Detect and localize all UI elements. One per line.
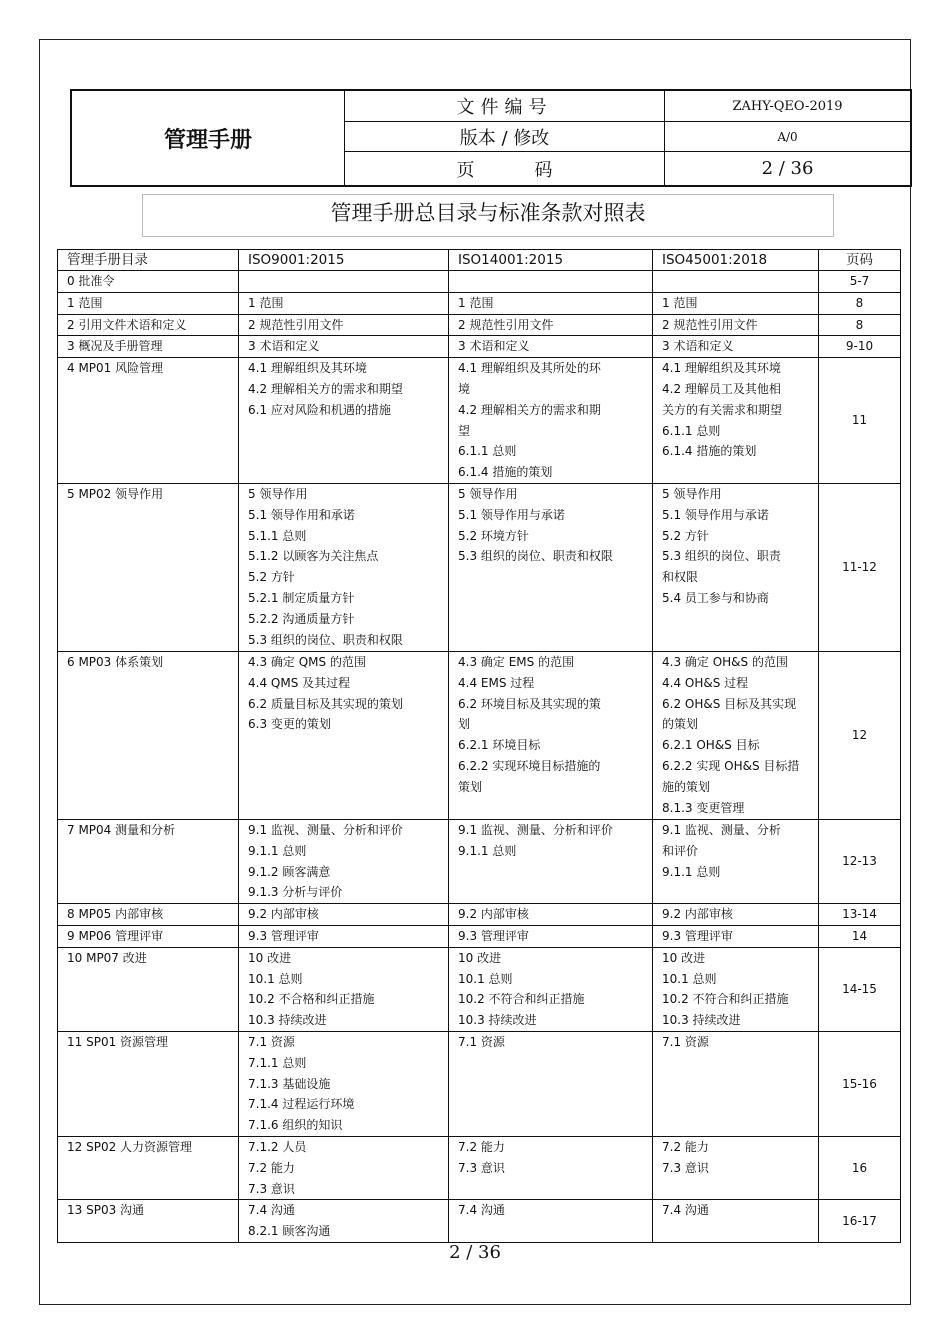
cell-line: 6.2 OH&S 目标及其实现 [662,696,797,711]
table-cell [58,271,239,293]
cell-line: 6.2.1 OH&S 目标 [662,738,760,753]
page-number-cell: 12-13 [819,819,901,903]
cell-line: 5.2 方针 [248,570,295,585]
cell-line: 7.4 沟通 [458,1203,505,1218]
header-page: 页码 [819,250,901,271]
page-number-cell: 11 [819,358,901,484]
cell-line: 境 [458,381,471,396]
cell-line: 10 MP07 改进 [67,950,147,965]
cell-line: 11 SP01 资源管理 [67,1034,169,1049]
document-header [70,89,912,187]
cell-line: 12 SP02 人力资源管理 [67,1139,193,1154]
table-cell [449,336,653,358]
cell-line: 6.1.4 措施的策划 [458,465,553,480]
cell-line: 5.2 方针 [662,528,709,543]
cell-line: 8 MP05 内部审核 [67,907,164,922]
cell-line: 4.2 理解员工及其他相 [662,381,781,396]
table-cell [653,819,819,903]
doc-no-value: ZAHY-QEO-2019 [665,91,910,122]
cell-line: 9.1.2 顾客满意 [248,864,331,879]
cell-line: 8.1.3 变更管理 [662,800,745,815]
table-cell [449,651,653,819]
cell-line: 2 引用文件术语和定义 [67,317,187,332]
table-cell [239,336,449,358]
table-cell [58,904,239,926]
cell-line: 7.1.1 总则 [248,1055,307,1070]
table-row [58,336,901,358]
table-cell [449,1136,653,1199]
table-row [58,947,901,1031]
table-cell [239,925,449,947]
table-cell [653,1200,819,1243]
table-cell [653,271,819,293]
page-number-cell: 12 [819,651,901,819]
table-cell [449,819,653,903]
cell-line: 10.1 总则 [662,971,717,986]
cell-line: 1 范围 [662,295,698,310]
table-cell [239,358,449,484]
cell-line: 4.1 理解组织及其环境 [662,361,781,376]
page-number-cell: 8 [819,314,901,336]
table-cell [653,904,819,926]
clause-table [57,249,901,1243]
cell-line: 7.2 能力 [458,1139,505,1154]
version-value: A/0 [665,122,910,152]
table-cell [449,947,653,1031]
cell-line: 2 规范性引用文件 [458,317,554,332]
table-cell [58,819,239,903]
cell-line: 5.1.2 以顾客为关注焦点 [248,549,379,564]
cell-line: 10.2 不符合和纠正措施 [458,992,585,1007]
table-row [58,292,901,314]
table-cell [239,292,449,314]
table-row [58,904,901,926]
cell-line: 9.2 内部审核 [662,907,733,922]
table-cell [653,651,819,819]
table-cell [449,925,653,947]
page-number-cell: 8 [819,292,901,314]
table-cell [653,925,819,947]
table-row [58,1136,901,1199]
table-cell [58,947,239,1031]
cell-line: 9.1 监视、测量、分析和评价 [458,822,613,837]
cell-line: 策划 [458,779,483,794]
cell-line: 7.1.3 基础设施 [248,1076,331,1091]
cell-line: 4.4 OH&S 过程 [662,675,749,690]
cell-line: 4.3 确定 QMS 的范围 [248,654,366,669]
cell-line: 4 MP01 风险管理 [67,361,164,376]
cell-line: 9.3 管理评审 [662,928,733,943]
table-cell [239,947,449,1031]
table-cell [239,314,449,336]
cell-line: 3 概况及手册管理 [67,339,163,354]
page-number-cell: 5-7 [819,271,901,293]
table-cell [653,947,819,1031]
cell-line: 7.3 意识 [248,1181,295,1196]
cell-line: 4.1 理解组织及其所处的环 [458,361,601,376]
page-number-cell: 16 [819,1136,901,1199]
cell-line: 10.2 不合格和纠正措施 [248,992,375,1007]
table-row [58,819,901,903]
table-cell [58,1031,239,1136]
cell-line: 6.1.4 措施的策划 [662,444,757,459]
table-cell [449,1200,653,1243]
table-cell [239,271,449,293]
cell-line: 关方的有关需求和期望 [662,402,783,417]
cell-line: 和评价 [662,843,699,858]
table-row [58,1031,901,1136]
cell-line: 3 术语和定义 [248,339,320,354]
table-row [58,651,901,819]
header-iso14001: ISO14001:2015 [449,250,653,271]
cell-line: 5.3 组织的岗位、职责和权限 [248,632,403,647]
cell-line: 9.3 管理评审 [248,928,319,943]
cell-line: 1 范围 [458,295,494,310]
table-row [58,271,901,293]
cell-line: 的策划 [662,717,699,732]
cell-line: 3 术语和定义 [458,339,530,354]
table-cell [58,292,239,314]
version-label: 版本 / 修改 [345,122,665,152]
cell-line: 5.4 员工参与和协商 [662,590,769,605]
cell-line: 7 MP04 测量和分析 [67,822,176,837]
cell-line: 和权限 [662,570,699,585]
table-cell [449,314,653,336]
cell-line: 6.1.1 总则 [662,423,721,438]
cell-line: 7.1 资源 [458,1034,505,1049]
cell-line: 划 [458,717,471,732]
cell-line: 5 领导作用 [458,486,518,501]
table-cell [449,358,653,484]
cell-line: 5 MP02 领导作用 [67,486,164,501]
cell-line: 6 MP03 体系策划 [67,654,164,669]
cell-line: 10.2 不符合和纠正措施 [662,992,789,1007]
cell-line: 9.1 监视、测量、分析 [662,822,781,837]
table-cell [239,819,449,903]
table-cell [449,271,653,293]
cell-line: 7.4 沟通 [248,1203,295,1218]
cell-line: 5.3 组织的岗位、职责和权限 [458,549,613,564]
cell-line: 5.2 环境方针 [458,528,529,543]
cell-line: 4.3 确定 OH&S 的范围 [662,654,788,669]
table-cell [653,1031,819,1136]
cell-line: 5.1 领导作用和承诺 [248,507,355,522]
table-cell [653,1136,819,1199]
cell-line: 10 改进 [458,950,502,965]
page-footer: 2 / 36 [449,1242,501,1263]
cell-line: 5.2.1 制定质量方针 [248,590,355,605]
page-label: 页码 [345,152,665,185]
cell-line: 7.1 资源 [248,1034,295,1049]
doc-no-label: 文件编号 [345,91,665,122]
page-number-cell: 15-16 [819,1031,901,1136]
cell-line: 4.4 EMS 过程 [458,675,535,690]
cell-line: 7.2 能力 [248,1160,295,1175]
cell-line: 9.1.3 分析与评价 [248,885,343,900]
table-cell [58,925,239,947]
cell-line: 4.2 理解相关方的需求和期望 [248,381,403,396]
table-cell [653,314,819,336]
cell-line: 4.1 理解组织及其环境 [248,361,367,376]
cell-line: 9.3 管理评审 [458,928,529,943]
table-cell [58,1136,239,1199]
cell-line: 10 改进 [248,950,292,965]
cell-line: 9.1.1 总则 [458,843,517,858]
page-number-cell: 14 [819,925,901,947]
cell-line: 10 改进 [662,950,706,965]
page-number-cell: 11-12 [819,483,901,651]
table-row [58,1200,901,1243]
cell-line: 1 范围 [67,295,103,310]
cell-line: 6.2 环境目标及其实现的策 [458,696,601,711]
page-number-cell: 13-14 [819,904,901,926]
cell-line: 9.2 内部审核 [248,907,319,922]
cell-line: 6.1.1 总则 [458,444,517,459]
page-number-cell: 9-10 [819,336,901,358]
cell-line: 3 术语和定义 [662,339,734,354]
table-cell [653,336,819,358]
table-cell [239,1200,449,1243]
cell-line: 6.3 变更的策划 [248,717,331,732]
document-title: 管理手册总目录与标准条款对照表 [142,194,834,237]
table-cell [58,483,239,651]
cell-line: 10.3 持续改进 [662,1013,741,1028]
cell-line: 5.1 领导作用与承诺 [458,507,565,522]
table-cell [449,904,653,926]
table-cell [58,651,239,819]
table-cell [58,358,239,484]
cell-line: 6.1 应对风险和机遇的措施 [248,402,391,417]
cell-line: 4.2 理解相关方的需求和期 [458,402,601,417]
cell-line: 7.1.6 组织的知识 [248,1118,343,1133]
table-cell [449,292,653,314]
cell-line: 10.3 持续改进 [248,1013,327,1028]
cell-line: 9.1.1 总则 [248,843,307,858]
cell-line: 5.1.1 总则 [248,528,307,543]
header-iso9001: ISO9001:2015 [239,250,449,271]
cell-line: 9.1.1 总则 [662,864,721,879]
table-cell [58,1200,239,1243]
cell-line: 5 领导作用 [248,486,308,501]
cell-line: 4.4 QMS 及其过程 [248,675,351,690]
cell-line: 7.1 资源 [662,1034,709,1049]
cell-line: 9 MP06 管理评审 [67,928,164,943]
cell-line: 0 批准令 [67,274,115,288]
manual-title: 管理手册 [72,91,345,185]
table-row [58,483,901,651]
cell-line: 5 领导作用 [662,486,722,501]
cell-line: 6.2.2 实现 OH&S 目标措 [662,758,800,773]
table-cell [653,358,819,484]
cell-line: 2 规范性引用文件 [248,317,344,332]
cell-line: 1 范围 [248,295,284,310]
cell-line: 7.1.4 过程运行环境 [248,1097,355,1112]
table-cell [653,483,819,651]
cell-line: 9.2 内部审核 [458,907,529,922]
cell-line: 2 规范性引用文件 [662,317,758,332]
table-cell [58,314,239,336]
cell-line: 5.1 领导作用与承诺 [662,507,769,522]
cell-line: 7.1.2 人员 [248,1139,307,1154]
cell-line: 6.2.2 实现环境目标措施的 [458,758,601,773]
page-value: 2 / 36 [761,158,814,179]
cell-line: 4.3 确定 EMS 的范围 [458,654,575,669]
cell-line: 7.3 意识 [458,1160,505,1175]
table-row [58,358,901,484]
table-cell [239,651,449,819]
page-number-cell: 14-15 [819,947,901,1031]
cell-line: 10.1 总则 [248,971,303,986]
cell-line: 7.4 沟通 [662,1203,709,1218]
cell-line: 望 [458,423,471,438]
table-row [58,925,901,947]
table-header-row [58,250,901,271]
cell-line: 10.1 总则 [458,971,513,986]
table-cell [58,336,239,358]
table-cell [239,1136,449,1199]
cell-line: 5.2.2 沟通质量方针 [248,611,355,626]
cell-line: 7.3 意识 [662,1160,709,1175]
cell-line: 7.2 能力 [662,1139,709,1154]
table-cell [239,904,449,926]
table-cell [449,1031,653,1136]
table-cell [239,1031,449,1136]
cell-line: 13 SP03 沟通 [67,1203,145,1218]
cell-line: 5.3 组织的岗位、职责 [662,549,781,564]
cell-line: 9.1 监视、测量、分析和评价 [248,822,403,837]
table-cell [239,483,449,651]
cell-line: 6.2 质量目标及其实现的策划 [248,696,403,711]
cell-line: 10.3 持续改进 [458,1013,537,1028]
header-manual-toc: 管理手册目录 [58,250,239,271]
cell-line: 6.2.1 环境目标 [458,738,541,753]
page-number-cell: 16-17 [819,1200,901,1243]
header-iso45001: ISO45001:2018 [653,250,819,271]
cell-line: 8.2.1 顾客沟通 [248,1224,331,1239]
cell-line: 施的策划 [662,779,711,794]
table-cell [449,483,653,651]
table-cell [653,292,819,314]
table-row [58,314,901,336]
